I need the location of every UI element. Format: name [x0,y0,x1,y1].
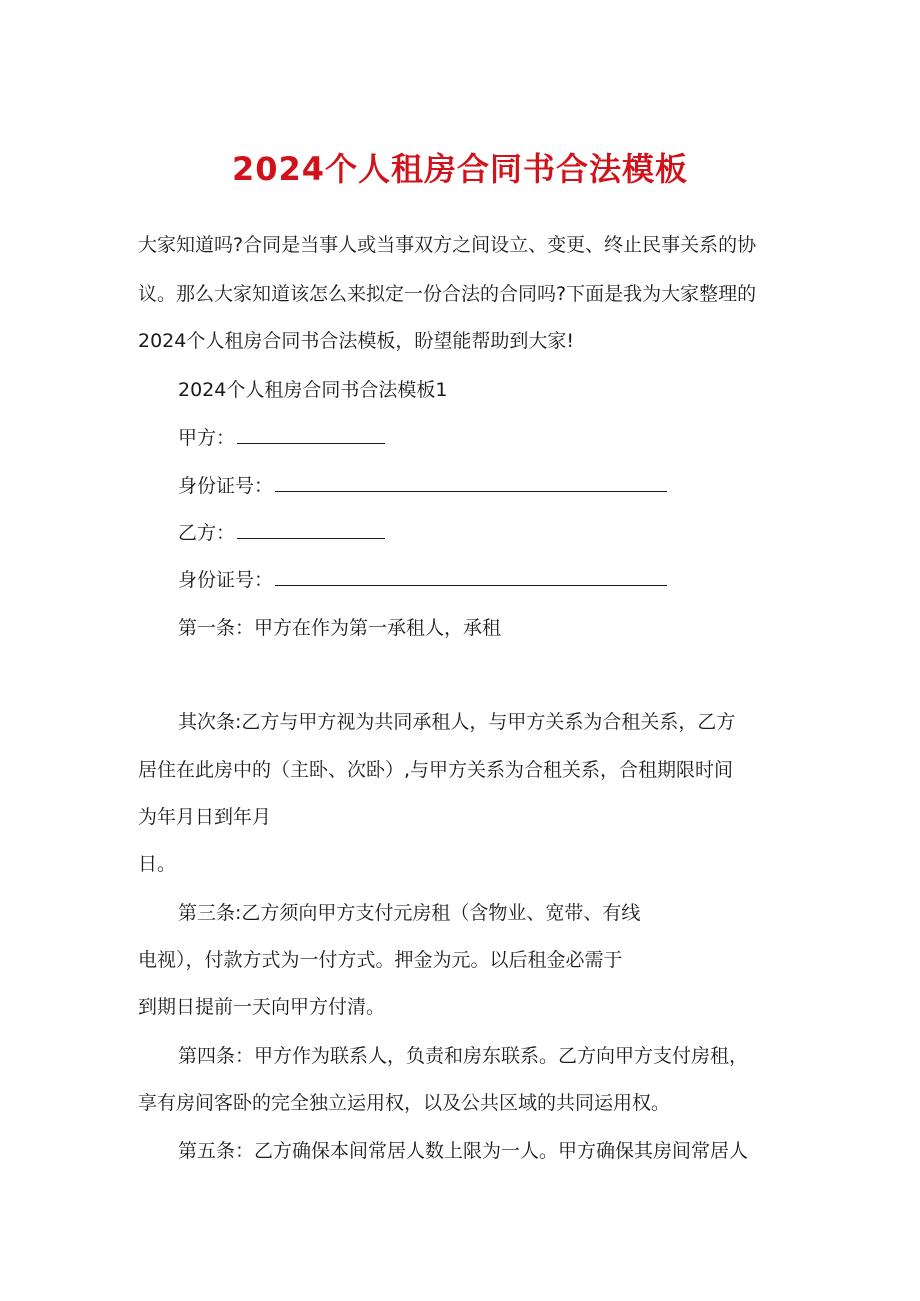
id-number-row-b [178,566,667,594]
party-b-label: 乙方： [178,522,236,544]
article-1: 第一条：甲方在作为第一承租人，承租 [178,617,502,639]
article-2-line-3: 为年月日到年月 [138,806,272,828]
id-number-label-a: 身份证号： [178,475,274,497]
party-a-label: 甲方： [178,427,236,449]
article-4-line-1: 第四条：甲方作为联系人，负责和房东联系。乙方向甲方支付房租， [178,1045,749,1067]
id-number-blank-field-a[interactable] [275,473,667,492]
article-3-line-3: 到期日提前一天向甲方付清。 [138,996,386,1018]
template-heading: 2024个人租房合同书合法模板1 [178,379,448,401]
article-3-line-2: 电视），付款方式为一付方式。押金为元。以后租金必需于 [138,949,623,971]
intro-line-1: 大家知道吗?合同是当事人或当事双方之间设立、变更、终止民事关系的协 [138,234,757,256]
party-b-blank-field[interactable] [237,520,385,539]
article-5-line-1: 第五条：乙方确保本间常居人数上限为一人。甲方确保其房间常居人 [178,1140,749,1162]
article-3-line-1: 第三条:乙方须向甲方支付元房租（含物业、宽带、有线 [178,902,641,924]
id-number-label-b: 身份证号： [178,569,274,591]
id-number-row-a [178,472,667,500]
party-b-row [178,519,385,547]
id-number-blank-field-b[interactable] [275,567,667,586]
article-2-line-2: 居住在此房中的（主卧、次卧）,与甲方关系为合租关系，合租期限时间 [138,759,734,781]
intro-line-2: 议。那么大家知道该怎么来拟定一份合法的合同吗?下面是我为大家整理的 [138,283,757,305]
party-a-row [178,424,385,452]
intro-line-3: 2024个人租房合同书合法模板，盼望能帮助到大家! [138,330,574,352]
article-2-line-4: 日。 [138,853,177,875]
document-title: 2024个人租房合同书合法模板 [231,150,689,188]
party-a-blank-field[interactable] [237,425,385,444]
article-2-line-1: 其次条:乙方与甲方视为共同承租人，与甲方关系为合租关系，乙方 [178,711,736,733]
article-4-line-2: 享有房间客卧的完全独立运用权，以及公共区域的共同运用权。 [138,1092,671,1114]
